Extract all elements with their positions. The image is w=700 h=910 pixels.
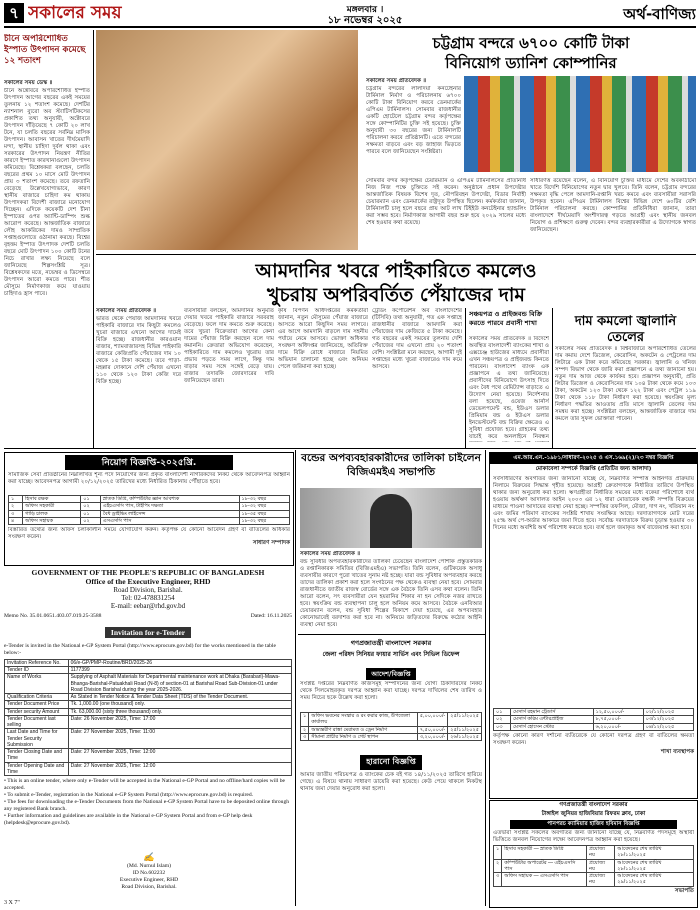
paper-name: সকালের সময় — [28, 3, 122, 23]
left-story-body: চীনে অক্টোবরে অপরিশোধিত ইস্পাত উৎপাদন আগের বছরের একই সময়ের তুলনায় ১২ শতাংশ কমেছে। দেশটির ন্যাশনাল ব্যুরো অব স্ট্যাটিসটিকসের প্রকাশিত তথ্য অনুযায়ী, অক্টোবরে উৎপাদন দাঁড়িয়েছে ৭ কোটি ২০ লাখ টনে, যা চলতি বছরের সর্বনিম্ন মাসিক উৎপাদন। আবাসন খাতের দীর্ঘমেয়াদি মন্দা, স্থানীয় চাহিদা দুর্বল থাকা এবং সরকারের উৎপাদন নিয়ন্ত্রণ নীতির কারণে ইস্পাত কারখানাগুলো উৎপাদন কমিয়েছে। বিশ্লেষকরা বলছেন, চলতি বছরের প্রথম ১০ মাসে মোট উৎপাদন প্রায় ৩ শতাংশ কমেছে। তবে রফতানি বেড়েছে উল্লেখযোগ্যভাবে, কারণ স্থানীয় বাজারে চাহিদা কম থাকায় উৎপাদকরা বিদেশী বাজারে মনোযোগ দিচ্ছেন। এদিকে কয়েকটি দেশ চীনা ইস্পাতের ওপর অ্যান্টি-ডাম্পিং শুল্ক আরোপ করেছে। আন্তর্জাতিক বাজারে লৌহ আকরিকের দামও সাম্প্রতিক সপ্তাহগুলোতে ওঠানামা করছে। বিশ্বের বৃহত্তম ইস্পাত উৎপাদক দেশটি চলতি বছরে মোট উৎপাদন ১০০ কোটি টনের নিচে রাখার লক্ষ্য নিয়েছে বলে জানিয়েছে শিল্পসংশ্লিষ্ট সূত্র। বিশ্লেষকদের মতে, নভেম্বর ও ডিসেম্বরে উৎপাদন আরো কমতে পারে। শীত মৌসুমে নির্মাণকাজ কমে যাওয়ায় চাহিদাও হ্রাস পাবে। — [4, 88, 90, 297]
bgmea-photo — [300, 488, 482, 548]
auction-header: এম.আর.এন.-১৯৮১/সাধারণ-২০২৫ ও এস.১৬৯(২)/২৩ নম্বর বিজ্ঞপ্তি — [490, 453, 697, 464]
table-cell: Date: 27 November 2025, Time: 11:00 — [68, 729, 291, 749]
recruitment-ad — [4, 452, 294, 566]
tender-notes — [4, 778, 292, 827]
table-cell: Invitation Reference No. — [5, 659, 69, 666]
left-story-byline: সকালের সময় ডেস্ক ॥ — [4, 80, 53, 86]
recruitment-row — [9, 510, 290, 517]
club-header3: পানপরচ ক্যামিয়ার হাজিব হবিমান বিজ্ঞপ্তি — [510, 820, 677, 829]
table-cell: অফিস সহায়ক — [23, 517, 81, 524]
table-cell: Tender Closing Date and Time — [5, 749, 69, 763]
left-story-headline: চীনে অপরিশোধিত ইস্পাত উৎপাদন কমেছে ১২ শতাংশ — [4, 34, 86, 67]
table-cell: ১৮-৩২ বছর — [239, 517, 289, 524]
table-cell: বৈধ ড্রাইভিং লাইসেন্স — [100, 510, 239, 517]
tender-row — [5, 667, 292, 674]
pwd-row — [301, 726, 482, 733]
table-cell: মেসার্স রহমান ট্রেডার্স — [511, 709, 593, 716]
table-cell: ০১ — [81, 510, 101, 517]
page-number: ৭ — [4, 3, 24, 23]
recruitment-footer: বিস্তারিত তথ্যের জন্য অফিস চলাকালীন সময়ে যোগাযোগ করুন। কর্তৃপক্ষ যে কোনো আবেদন গ্রহণ বা বাতিলের অধিকার সংরক্ষণ করেন। — [8, 527, 290, 540]
table-cell: ২৫/১১/২০২৫ — [448, 726, 482, 733]
port-headline-1: চট্টগ্রাম বন্দরে ৬৭০০ কোটি টাকা — [432, 34, 630, 52]
tender-sign-name: (Md. Nurnul Islam) — [127, 863, 171, 870]
pwd-table — [300, 712, 482, 741]
tender-size-code: 3 X 7" — [4, 900, 20, 906]
table-cell: ৩ — [494, 873, 502, 887]
table-cell: এসএসসি পাস — [100, 517, 239, 524]
table-cell: Tk. 1,000.00 (one thousand) only. — [68, 701, 291, 708]
table-cell: Tender security Amount — [5, 708, 69, 715]
person-silhouette — [370, 494, 412, 548]
club-table — [493, 845, 694, 887]
tender-row — [5, 749, 292, 763]
table-cell: সীমানা প্রাচীর নির্মাণ ও গেট স্থাপন — [309, 733, 418, 740]
port-photo — [464, 76, 696, 172]
table-cell: ১ — [494, 846, 502, 860]
auction-row — [494, 709, 694, 716]
tender-row — [5, 694, 292, 701]
port-headline-2: বিনিয়োগ ড্যানিশ কোম্পানির — [445, 54, 617, 72]
lost-body: আমার জাতীয় পরিচয়পত্র ও ব্যাংকের চেক বই গত ১৪/১১/২০২৫ তারিখে হারিয়ে গেছে। এ বিষয়ে থানায় সাধারণ ডায়েরি করা হয়েছে। কেউ পেয়ে থাকলে নিকটস্থ থানায় জমা দেয়ার অনুরোধ করা হলো। — [300, 772, 482, 792]
table-cell: প্রযোজ্য নয় — [587, 846, 615, 860]
tender-gov: GOVERNMENT OF THE PEOPLE'S REPUBLIC OF BANGLADESH — [31, 568, 265, 577]
table-cell: Last Date and Time for Tender Security Submission — [5, 729, 69, 749]
bgmea-byline: সকালের সময় প্রতিবেদক ॥ — [300, 551, 361, 557]
auction-footer: কর্তৃপক্ষ কোনো কারণ দর্শানো ব্যতিরেকে যে কোনো দরপত্র গ্রহণ বা বাতিলের ক্ষমতা সংরক্ষণ করেন। — [493, 732, 694, 746]
onion-body-col4: ট্রেডিং কর্পোরেশন অব বাংলাদেশের (টিসিবি) তথ্য অনুযায়ী, গত এক সপ্তাহে রাজধানীর বাজারে আমদানি করা পেঁয়াজের দাম কেজিতে ৫ টাকা কমেছে। গত বছরের একই সময়ের তুলনায় দেশি পেঁয়াজের দাম এখনো প্রায় ২০ শতাংশ বেশি। সংশ্লিষ্টরা মনে করছেন, আগামী দুই সপ্তাহের মধ্যে খুচরা বাজারেও দাম কমে আসবে। — [372, 308, 462, 370]
table-cell: ১ — [301, 713, 309, 727]
onion-body-col3: কৃষি বিপণন অধিদপ্তরের কর্মকর্তারা জানান, নতুন মৌসুমের পেঁয়াজ বাজারে আসতে আরো কিছুদিন সময় লাগবে। এর আগে আমদানি বাড়লে দাম সহনীয় পর্যায়ে নেমে আসবে। ভোক্তা অধিকার সংরক্ষণ অধিদপ্তর জানিয়েছে, অতিরিক্ত দামে বিক্রি রোধে বাজারে নিয়মিত অভিযান চালানো হচ্ছে এবং অনিয়ম পেলে জরিমানা করা হচ্ছে। — [278, 308, 368, 370]
recruitment-intro: সামাজিক সেবা প্রতিষ্ঠানের নিম্নলিখিত শূন্য পদে নিয়োগের জন্য প্রকৃত বাংলাদেশী নাগরিকদের নিকট থেকে আবেদনপত্র আহ্বান করা যাচ্ছে। আবেদনপত্র আগামী ২০/১২/২০২৫ তারিখের মধ্যে নির্ধারিত ঠিকানায় পৌঁছাতে হবে। — [8, 472, 290, 485]
tender-row — [5, 729, 292, 749]
port-body-col2: সোমবার বন্দর কর্তৃপক্ষের চেয়ারম্যান ও এপিএম টার্মিনালসের প্রতিনিধি নিজ নিজ পক্ষে চুক্তিতে সই করেন। অনুষ্ঠানে প্রধান উপদেষ্টার আন্তর্জাতিক বিষয়ক বিশেষ দূত, নৌপরিবহন উপদেষ্টা, বিডার নির্বাহী চেয়ারম্যান এবং ডেনমার্কের রাষ্ট্রদূত উপস্থিত ছিলেন। কর্মকর্তারা জানান, টার্মিনালটি চালু হলে বছরে প্রায় আট লাখ টিইইউ কনটেইনার হ্যান্ডলিং করা সম্ভব হবে। নির্মাণকাজ আগামী বছর শুরু হয়ে ২০২৯ সালের মধ্যে শেষ হওয়ার কথা রয়েছে। — [366, 178, 526, 226]
pwd-header2: জেলা পরিষদ সিনিয়র ফায়ার সার্ভিস এবং সিভিল ডিফেন্স — [322, 651, 460, 658]
auction-ad — [489, 452, 698, 799]
table-cell: ৩ — [301, 733, 309, 740]
table-cell: ৭,৫০,০০০/- — [417, 726, 447, 733]
table-cell: ০৪/১২/২০২৫ — [643, 723, 693, 730]
onion-byline: সকালের সময় প্রতিবেদক ॥ — [96, 308, 157, 314]
table-cell: ০৩ — [494, 723, 511, 730]
port-body-col1: চট্টগ্রাম বন্দরের লালদিয়া কনটেইনার টার্মিনাল নির্মাণ ও পরিচালনায় ৬৭০০ কোটি টাকা বিনিয়োগ করবে ডেনমার্কের এপিএম টার্মিনালস। সোমবার রাজধানীর একটি হোটেলে চট্টগ্রাম বন্দর কর্তৃপক্ষের সঙ্গে কোম্পানিটির চুক্তি সই হয়েছে। চুক্তি অনুযায়ী ৩০ বছরের জন্য টার্মিনালটি পরিচালনা করবে প্রতিষ্ঠানটি। এতে বন্দরের সক্ষমতা বাড়বে এবং বড় জাহাজ ভিড়তে পারবে বলে জানিয়েছেন সংশ্লিষ্টরা। — [366, 86, 461, 155]
table-cell: ২ — [9, 503, 23, 510]
pwd-title: আদেশ/বিজ্ঞপ্তি — [366, 668, 415, 680]
tender-memo: Memo No. 35.01.0651.403.07.019.25-3588 — [4, 613, 102, 619]
table-cell: মেসার্স করিম এন্টারপ্রাইজ — [511, 716, 593, 723]
table-cell: অভ্যন্তরীণ রাস্তা মেরামত ও ড্রেন নির্মাণ — [309, 726, 418, 733]
table-cell: Date: 27 November 2025, Time: 12:00 — [68, 749, 291, 763]
table-cell: ৮,৭৫,০০০/- — [593, 716, 643, 723]
fuel-headline: দাম কমলো জ্বালানি তেলের — [574, 314, 677, 345]
tender-dated: Dated: 16.11.2025 — [250, 613, 292, 619]
table-cell: Date: 26 November 2025, Time: 17:00 — [68, 715, 291, 729]
bank-brief-headline: সঞ্চয়পত্র ও প্রাইজবন্ড বিক্রি করতে পারবে প্রবাসী শাখা — [469, 310, 543, 327]
tender-note: • The fees for downloading the e-Tender Documents from the National e-GP System Portal have to be deposited online through any registered Bank branch. — [4, 799, 290, 813]
table-cell: ০১ — [81, 496, 101, 503]
recruitment-row — [9, 503, 290, 510]
table-cell: স্নাতক ডিগ্রি, কম্পিউটার জ্ঞান আবশ্যক — [100, 496, 239, 503]
tender-sign-id: ID No.602232 — [132, 870, 166, 877]
onion-body-col1: ভারত থেকে পেঁয়াজ আমদানির খবরে পাইকারি বাজারে দাম কিছুটা কমলেও খুচরা বাজারে এখনো আগের দামেই বিক্রি হচ্ছে। রাজধানীর কারওয়ান বাজার, শ্যামবাজারসহ বিভিন্ন পাইকারি বাজারে কেজিপ্রতি পেঁয়াজের দাম ১০ থেকে ১৫ টাকা কমেছে। তবে পাড়া-মহল্লার দোকানে দেশি পেঁয়াজ এখনো ১১০ থেকে ১২০ টাকা কেজি দরে বিক্রি হচ্ছে। — [96, 316, 181, 385]
table-cell: Tender Document last selling — [5, 715, 69, 729]
signature-mark: ✍ — [143, 852, 155, 862]
recruitment-row — [9, 496, 290, 503]
issue-day: মঙ্গলবার । — [346, 5, 384, 15]
table-cell: ০১ — [494, 709, 511, 716]
fuel-body: সকালের সময় প্রতিবেদক ॥ বিশ্ববাজারে অপরিশোধিত তেলের দাম কমায় দেশে ডিজেল, কেরোসিন, অকটেন ও পেট্রলের দাম লিটারে এক টাকা করে কমিয়েছে সরকার। জ্বালানি ও খনিজ সম্পদ বিভাগ থেকে জারি করা প্রজ্ঞাপনে এ তথ্য জানানো হয়। নতুন দাম আজ থেকে কার্যকর হবে। প্রজ্ঞাপন অনুযায়ী, প্রতি লিটার ডিজেল ও কেরোসিনের দাম ১০৪ টাকা থেকে কমে ১০৩ টাকা, অকটেন ১২৩ টাকা থেকে ১২২ টাকা এবং পেট্রল ১১৯ টাকা থেকে ১১৮ টাকা নির্ধারণ করা হয়েছে। স্বয়ংক্রিয় মূল্য নির্ধারণ পদ্ধতির আওতায় প্রতি মাসে জ্বালানি তেলের দাম সমন্বয় করা হচ্ছে। সংশ্লিষ্টরা বলছেন, আন্তর্জাতিক বাজারে দাম কমলে তার সুফল ভোক্তারা পাবেন। — [555, 346, 696, 422]
table-cell: গাড়ি চালক — [23, 510, 81, 517]
table-cell: ০২ — [494, 716, 511, 723]
table-cell: অফিস সহকারী — [23, 503, 81, 510]
bank-brief-body: সকালের সময় প্রতিবেদক ॥ বিদেশে অবস্থিত বাংলাদেশী ব্যাংকের শাখা ও এক্সচেঞ্জ হাউজের মাধ্যমে প্রবাসীরা এখন সঞ্চয়পত্র ও প্রাইজবন্ড কিনতে পারবেন। বাংলাদেশ ব্যাংক এক প্রজ্ঞাপনে এ তথ্য জানিয়েছে। প্রবাসীদের বিনিয়োগে উৎসাহ দিতে এবং বৈধ পথে রেমিট্যান্স বাড়াতে এ উদ্যোগ নেয়া হয়েছে। নির্দেশনায় বলা হয়েছে, ওয়েজ আর্নার্স ডেভেলপমেন্ট বন্ড, ইউএস ডলার প্রিমিয়াম বন্ড ও ইউএস ডলার ইনভেস্টমেন্ট বন্ড বিক্রির ক্ষেত্রেও এ সুবিধা প্রযোজ্য হবে। গ্রাহকের তথ্য যাচাই করে অনলাইনে নিবন্ধন — [469, 336, 549, 440]
table-cell: ১ — [9, 496, 23, 503]
pwd-row — [301, 713, 482, 727]
pwd-row — [301, 733, 482, 740]
table-cell: হিসাব সহকারী — স্নাতক ডিগ্রি — [502, 846, 587, 860]
tender-title: Invitation for e-Tender — [105, 627, 191, 638]
tender-row — [5, 674, 292, 694]
auction-row — [494, 723, 694, 730]
port-body-col3: সাধারণত্ত রয়েছেন বলেন, এ বিনিয়োগ চুক্তির মাধ্যমে দেশের অবকাঠামো খাতে বিদেশি বিনিয়োগের নতুন দ্বার খুলবে। তিনি বলেন, চট্টগ্রাম বন্দরের সক্ষমতা বৃদ্ধি পেলে আমদানি-রপ্তানি খরচ কমবে এবং ব্যবসায়ীরা সরাসরি উপকৃত হবেন। এপিএম টার্মিনালস বিশ্বের বিভিন্ন দেশে ৬০টির বেশি টার্মিনাল পরিচালনা করছে। কোম্পানির প্রতিনিধিরা জানান, তারা বাংলাদেশে দীর্ঘমেয়াদি অংশীদারত্ব গড়তে আগ্রহী এবং স্থানীয় জনবল নিয়োগ ও প্রশিক্ষণে গুরুত্ব দেবেন। বন্দর ব্যবহারকারীরা এ উদ্যোগকে স্বাগত জানিয়েছেন। — [530, 178, 696, 233]
table-cell: ২ — [494, 859, 502, 873]
onion-photo — [96, 30, 358, 250]
tender-sign-title: Executive Engineer, RHD — [119, 877, 179, 884]
port-byline: সকালের সময় প্রতিবেদক ॥ — [366, 78, 427, 84]
table-cell: হিসাব রক্ষক — [23, 496, 81, 503]
tender-sign-office: Road Division, Barishal. — [121, 884, 177, 891]
table-cell: ২৬/১১/২০২৫ — [448, 733, 482, 740]
tender-table — [4, 659, 292, 776]
club-row — [494, 846, 694, 860]
onion-body-col2: ব্যবসায়ীরা বলছেন, আমদানির অনুমতি দেয়ার খবরে পাইকারি বাজারে সরবরাহ বেড়েছে। ফলে দাম কমতে শুরু করেছে। তবে খুচরা বিক্রেতারা আগের কেনা দামের পেঁয়াজ বিক্রি করছেন বলে দাম কমাননি। ক্রেতারা অভিযোগ করেছেন, পাইকারিতে দাম কমলেও খুচরায় তার প্রভাব পড়তে সময় লাগে, কিন্তু দাম বাড়ার সময় সঙ্গে সঙ্গেই বেড়ে যায়। বাজার তদারকি জোরদারের দাবি জানিয়েছেন তারা। — [184, 308, 274, 384]
table-cell: Tender ID — [5, 667, 69, 674]
table-cell: Supplying of Asphalt Materials for Departmental maintenance work at Dhaka (Barabari)-Mawa-Bhanga-Barishal-Patuakhali Road (N-8) of section-01 at Barishal Road Sub-Division-01 under Road Division Barishal during the year 2025-2026. — [68, 674, 291, 694]
table-cell: As Stated in Tender Notice & Tender Data Sheet (TDS) of the Tender Document. — [68, 694, 291, 701]
tender-row — [5, 762, 292, 776]
table-cell: ৬,২০,০০০/- — [593, 723, 643, 730]
table-cell: ৩,২০,০০০/- — [417, 733, 447, 740]
tender-office: Office of the Executive Engineer, RHD — [85, 577, 211, 586]
onion-headline-2: খুচরায় অপরিবর্তিত পেঁয়াজের দাম — [267, 284, 525, 306]
tender-road: Road Division, Barishal. — [113, 586, 183, 594]
club-header2: টাঙ্গাইল জুনিয়র হাজিবিয়ার রিফরম ক্লাব, ঢাকা — [541, 811, 646, 817]
auction-body: সর্বসাধারণের অবগতির জন্য জানানো যাচ্ছে যে, নিম্নবর্ণিত সম্পত্তি আইনগত প্রক্রিয়ায় নিলামে বিক্রয়ের সিদ্ধান্ত গৃহীত হয়েছে। আগ্রহী ক্রেতাগণকে নির্ধারিত তারিখে উপস্থিত থাকার জন্য অনুরোধ করা হলো। ঋণগ্রহীতা নির্ধারিত সময়ের মধ্যে বকেয়া পরিশোধে ব্যর্থ হওয়ায় অর্থঋণ আদালত আইন ২০০৩ এর ১২ ধারা মোতাবেক বন্ধকী সম্পত্তি বিক্রয়ের মাধ্যমে পাওনা আদায়ের ব্যবস্থা নেয়া হচ্ছে। সম্পত্তির তফসিল, মৌজা, দাগ নং, খতিয়ান নং এবং জমির পরিমাণ ব্যাংকের সংশ্লিষ্ট শাখায় সংরক্ষিত আছে। দরদাতাগণকে মোট দরের ২৫% অর্থ পে-অর্ডার আকারে জমা দিতে হবে। সর্বোচ্চ দরদাতাকে বিক্রয় চূড়ান্ত হওয়ার ৩০ দিনের মধ্যে অবশিষ্ট অর্থ পরিশোধ করতে হবে। ব্যর্থ হলে জমাকৃত অর্থ বাজেয়াপ্ত করা হবে। — [493, 476, 694, 531]
tender-ad — [4, 568, 292, 906]
table-cell: ৫,০০,০০০/- — [417, 713, 447, 727]
table-cell: ৩ — [9, 510, 23, 517]
onion-headline-1: আমদানির খবরে পাইকারিতে কমলেও — [255, 260, 537, 282]
recruitment-title: নিয়োগ বিজ্ঞপ্তি-২০২৫খ্রি. — [65, 455, 233, 470]
club-header1: গণপ্রজাতন্ত্রী বাংলাদেশ সরকার — [559, 802, 628, 808]
table-cell: Tender Opening Date and Time — [5, 762, 69, 776]
club-signer: সভাপতি — [674, 887, 694, 894]
tender-email: E-mail: eebar@rhd.gov.bd — [110, 602, 186, 610]
table-cell: এইচএসসি পাস, টাইপিং দক্ষতা — [100, 503, 239, 510]
club-row — [494, 859, 694, 873]
recruitment-row — [9, 517, 290, 524]
tender-note: • This is an online tender, where only e-Tender will be accepted in the National e-GP Portal and no offline/hard copies will be accepted. — [4, 778, 285, 792]
table-cell: আবেদনের শেষ তারিখ ২৯/১১/২০২৫ — [615, 873, 694, 887]
auction-row — [494, 716, 694, 723]
bgmea-headline: বন্ডের অপব্যবহারকারীদের তালিকা চাইলেন বিজিএমইএ সভাপতি — [301, 452, 481, 478]
lost-title: হারানো বিজ্ঞপ্তি — [360, 755, 422, 770]
table-cell: প্রযোজ্য নয় — [587, 873, 615, 887]
club-body: এতদ্বারা সংশ্লিষ্ট সকলের অবগতির জন্য জানানো যাচ্ছে যে, নিম্নবর্ণিত পদসমূহে অস্থায়ী ভিত্তিতে জনবল নিয়োগের লক্ষ্যে আবেদনপত্র আহ্বান করা হয়েছে। — [493, 830, 694, 843]
pwd-header1: গণপ্রজাতন্ত্রী বাংলাদেশ সরকার — [350, 639, 432, 647]
table-cell: Name of Works — [5, 674, 69, 694]
table-cell: ১২,৫০,০০০/- — [593, 709, 643, 716]
table-cell: ২৫/১১/২০২৫ — [448, 713, 482, 727]
tender-row — [5, 659, 292, 666]
table-cell: ৪ — [9, 517, 23, 524]
table-cell: 06/e-GP/PMP-Routine/BRD/2025-26 — [68, 659, 291, 666]
section-title: অর্থ-বাণিজ্য — [623, 5, 696, 23]
table-cell: ০২ — [81, 503, 101, 510]
tender-tel: Tel: 02-478831254 — [121, 594, 175, 602]
table-cell: ১৮-৩৫ বছর — [239, 510, 289, 517]
tender-note: • Further information and guidelines are available in the National e-GP System Portal and from e-GP help desk (helpdesk@eprocure.gov.bd). — [4, 813, 253, 827]
issue-date: ১৮ নভেম্বর ২০২৫ — [327, 15, 403, 26]
tender-intro: e-Tender is invited in the National e-GP System Portal (http://www.eprocure.gov.bd) for the works mentioned in the table below:- — [4, 643, 276, 656]
auction-subheader: মোকাবেলা সম্পর্কে বিজ্ঞপ্তি (প্রতিটির জন্য আলাদা) — [535, 466, 652, 472]
table-cell: আবেদনের শেষ তারিখ ২৮/১১/২০২৫ — [615, 859, 694, 873]
club-row — [494, 873, 694, 887]
tender-row — [5, 715, 292, 729]
table-cell: ১৮-৩২ বছর — [239, 496, 289, 503]
table-cell: Qualification Criteria — [5, 694, 69, 701]
table-cell: ০২/১২/২০২৫ — [643, 709, 693, 716]
table-cell: আবেদনের শেষ তারিখ ২৮/১১/২০২৫ — [615, 846, 694, 860]
table-cell: Date: 27 November 2025, Time: 12:00 — [68, 762, 291, 776]
auction-table — [493, 708, 694, 731]
table-cell: ১৮-৩২ বছর — [239, 503, 289, 510]
auction-signer: শাখা ব্যবস্থাপক — [660, 748, 694, 755]
recruitment-table — [8, 495, 290, 525]
bgmea-body: বন্ড সুবিধার অপব্যবহারকারীদের তালিকা চেয়েছেন বাংলাদেশ পোশাক প্রস্তুতকারক ও রপ্তানিকারক সমিতির (বিজিএমইএ) সভাপতি। তিনি বলেন, গুটিকয়েক অসাধু ব্যবসায়ীর কারণে পুরো খাতের সুনাম নষ্ট হচ্ছে। যারা বন্ড সুবিধার অপব্যবহার করছে তাদের তালিকা প্রকাশ করা হলে সংগঠনের পক্ষ থেকেও ব্যবস্থা নেয়া হবে। সোমবার রাজধানীতে জাতীয় রাজস্ব বোর্ডের সঙ্গে এক বৈঠকে তিনি এসব কথা বলেন। তিনি আরো বলেন, সৎ ব্যবসায়ীরা যেন হয়রানির শিকার না হন সেদিকে নজর রাখতে হবে। স্বয়ংক্রিয় বন্ড ব্যবস্থাপনা চালু হলে অনিয়ম কমে আসবে। বৈঠকে এনবিআর চেয়ারম্যান বলেন, বন্ড সুবিধা শিল্পের বিকাশে দেয়া হয়েছে, এর অপব্যবহার কোনোভাবেই বরদাশত করা হবে না। অনিয়মে জড়িতদের বিরুদ্ধে কঠোর আইনি ব্যবস্থা নেয়া হবে। — [300, 559, 482, 628]
tender-row — [5, 701, 292, 708]
table-cell: ২ — [301, 726, 309, 733]
table-cell: ০২ — [81, 517, 101, 524]
tender-row — [5, 708, 292, 715]
club-ad — [489, 800, 698, 908]
table-cell: 1177399 — [68, 667, 291, 674]
pwd-body: সংশ্লিষ্ট দপ্তরের নিম্নবর্ণিত কাজসমূহ সম্পাদনের জন্য যোগ্য ঠিকাদারদের নিকট থেকে সিলমোহরকৃত দরপত্র আহ্বান করা যাচ্ছে। দরপত্র দাখিলের শেষ তারিখ ও সময় নিচের ছকে উল্লেখ করা হলো। — [300, 681, 482, 701]
table-cell: প্রযোজ্য নয় — [587, 859, 615, 873]
table-cell: অফিস ভবনের সংস্কার ও রং করার কাজ, উপজেলা কার্যালয় — [309, 713, 418, 727]
table-cell: ০৩/১২/২০২৫ — [643, 716, 693, 723]
recruitment-signer: সাধারণ সম্পাদক — [252, 540, 290, 546]
table-cell: মেসার্স হোসেন স্টোর — [511, 723, 593, 730]
table-cell: কম্পিউটার অপারেটর — এইচএসসি পাস — [502, 859, 587, 873]
table-cell: অফিস সহায়ক — এসএসসি পাস — [502, 873, 587, 887]
table-cell: Tk. 63,000.00 (sixty three thousand) only. — [68, 708, 291, 715]
pwd-notice — [300, 637, 482, 906]
table-cell: Tender Document Price — [5, 701, 69, 708]
tender-note: • To submit e-Tender, registration in the National e-GP System Portal (http://www.eprocure.gov.bd) is required. — [4, 792, 254, 799]
